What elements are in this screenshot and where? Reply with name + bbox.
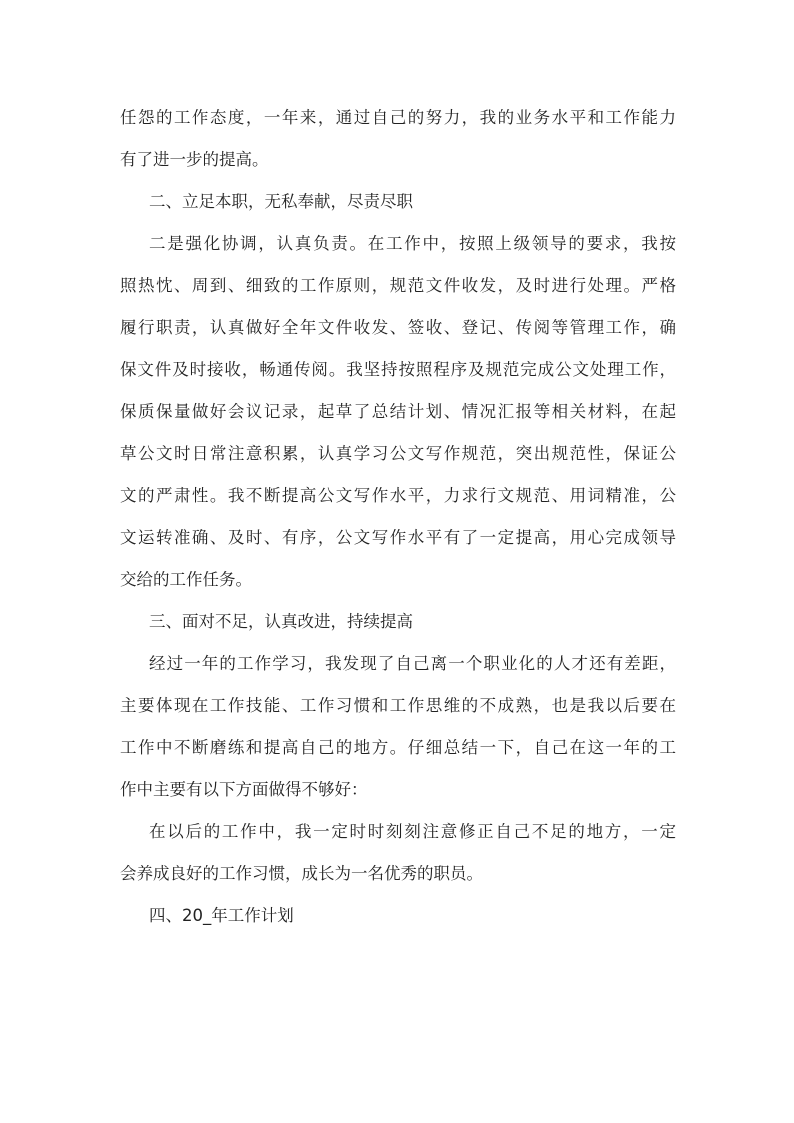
text-line-9: 草公文时日常注意积累，认真学习公文写作规范，突出规范性，保证公 <box>120 444 676 463</box>
text-line-7: 保文件及时接收，畅通传阅。我坚持按照程序及规范完成公文处理工作， <box>120 360 676 379</box>
text-line-19: 会养成良好的工作习惯，成长为一名优秀的职员。 <box>120 864 483 883</box>
text-line-15: 主要体现在工作技能、工作习惯和工作思维的不成熟，也是我以后要在 <box>120 696 676 715</box>
text-line-11: 文运转准确、及时、有序，公文写作水平有了一定提高，用心完成领导 <box>120 528 676 547</box>
text-line-1: 任怨的工作态度，一年来，通过自己的努力，我的业务水平和工作能力 <box>120 108 676 127</box>
text-line-8: 保质保量做好会议记录，起草了总结计划、情况汇报等相关材料，在起 <box>120 402 676 421</box>
document-page <box>120 97 676 937</box>
text-line-16: 工作中不断磨练和提高自己的地方。仔细总结一下，自己在这一年的工 <box>120 738 676 757</box>
text-line-18: 在以后的工作中，我一定时时刻刻注意修正自己不足的地方，一定 <box>149 822 676 841</box>
text-line-14: 经过一年的工作学习，我发现了自己离一个职业化的人才还有差距， <box>149 654 676 673</box>
text-line-2: 有了进一步的提高。 <box>120 150 269 169</box>
text-line-17: 作中主要有以下方面做得不够好： <box>120 780 368 799</box>
text-line-5: 照热忱、周到、细致的工作原则，规范文件收发，及时进行处理。严格 <box>120 276 676 295</box>
text-line-10: 文的严肃性。我不断提高公文写作水平，力求行文规范、用词精准，公 <box>120 486 676 505</box>
text-line-4: 二是强化协调，认真负责。在工作中，按照上级领导的要求，我按 <box>149 234 676 253</box>
text-line-12: 交给的工作任务。 <box>120 570 252 589</box>
section-heading-4: 四、20_年工作计划 <box>149 906 294 925</box>
text-line-6: 履行职责，认真做好全年文件收发、签收、登记、传阅等管理工作，确 <box>120 318 676 337</box>
section-heading-2: 二、立足本职，无私奉献，尽责尽职 <box>149 192 413 211</box>
section-heading-3: 三、面对不足，认真改进，持续提高 <box>149 612 413 631</box>
